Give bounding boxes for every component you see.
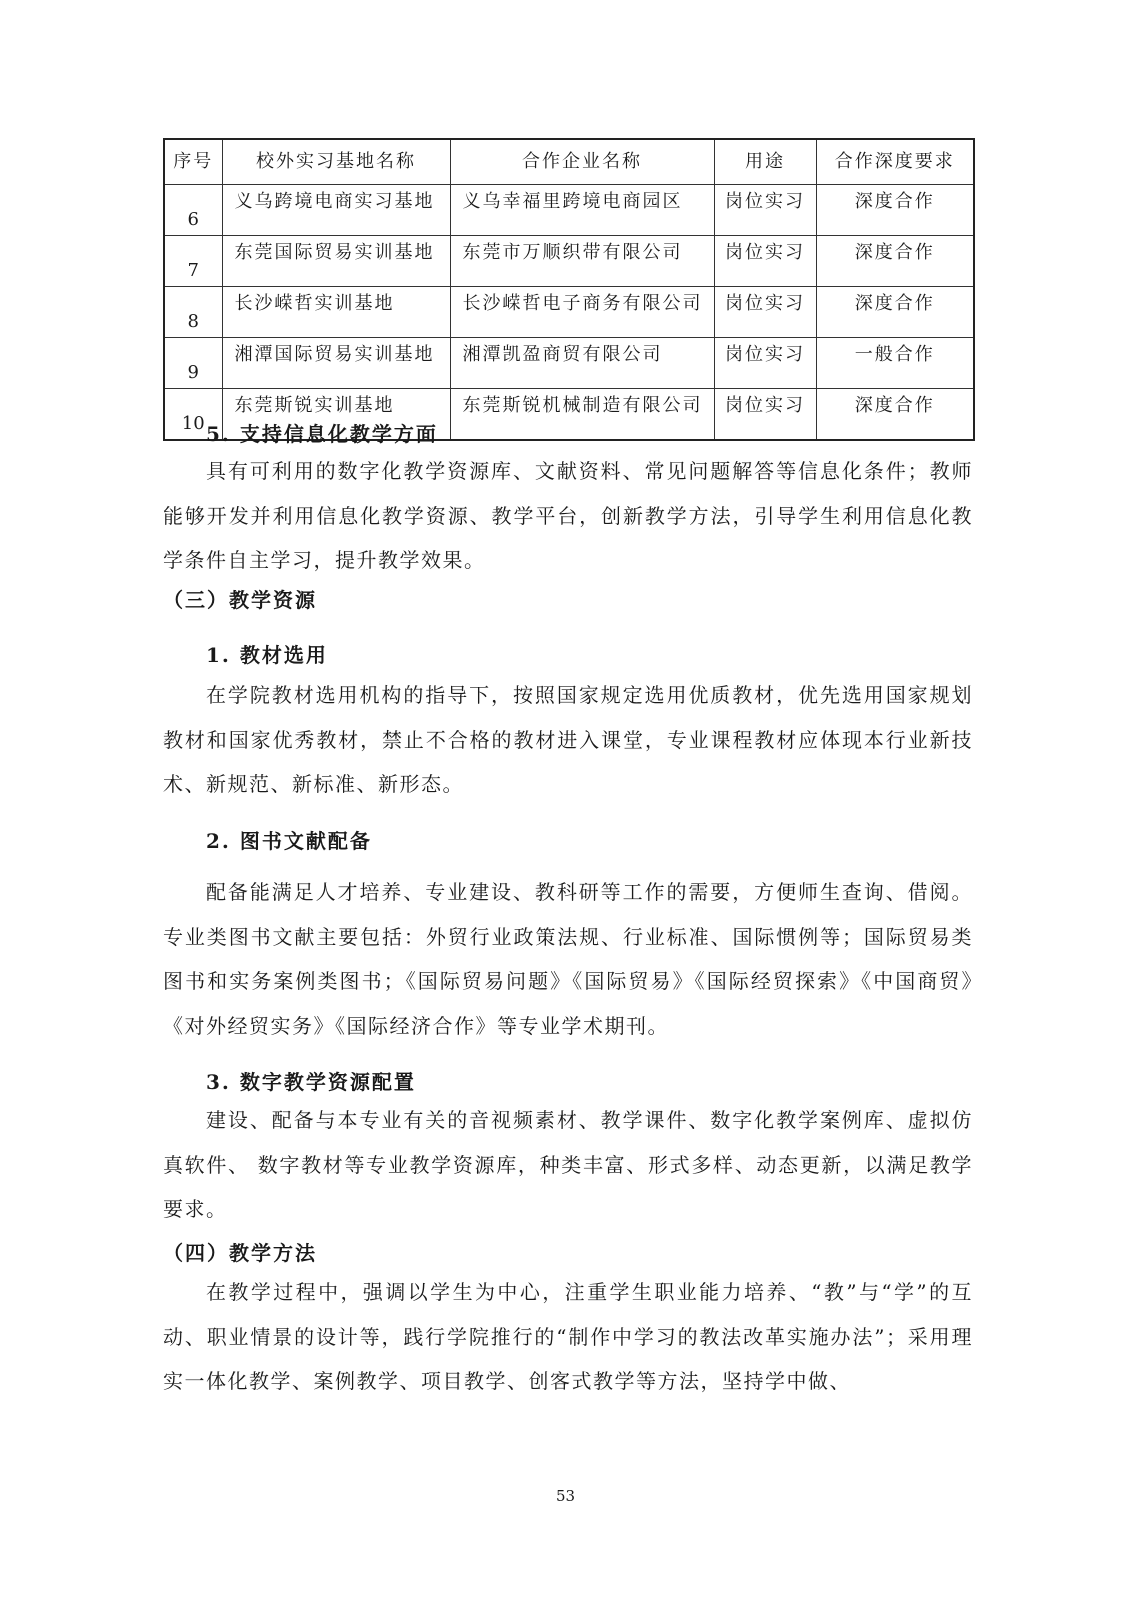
row-corp: 东莞市万顺织带有限公司 <box>450 236 714 287</box>
row-use: 岗位实习 <box>714 185 816 236</box>
header-site: 校外实习基地名称 <box>222 139 450 185</box>
row-num: 10 <box>164 389 222 441</box>
row-num: 9 <box>164 338 222 389</box>
row-site: 东莞斯锐实训基地 <box>222 389 450 441</box>
row-use: 岗位实习 <box>714 236 816 287</box>
page-number: 53 <box>555 1487 576 1505</box>
row-use: 岗位实习 <box>714 389 816 441</box>
row-depth: 深度合作 <box>816 185 974 236</box>
table-row <box>164 185 974 236</box>
section-heading-informatization: 5. 支持信息化教学方面 <box>206 422 438 446</box>
row-corp: 湘潭凯盈商贸有限公司 <box>450 338 714 389</box>
row-site: 东莞国际贸易实训基地 <box>222 236 450 287</box>
row-site: 义乌跨境电商实习基地 <box>222 185 450 236</box>
table-row <box>164 287 974 338</box>
section-text-textbooks: 在学院教材选用机构的指导下，按照国家规定选用优质教材，优先选用国家规划教材和国家优秀教材，禁止不合格的教材进入课堂，专业课程教材应体现本行业新技术、新规范、新标准、新形态。 <box>163 683 973 796</box>
table-header-row <box>164 139 974 185</box>
section-heading-library: 2. 图书文献配备 <box>206 829 372 853</box>
header-use: 用途 <box>714 139 816 185</box>
part-heading-methods: （四）教学方法 <box>163 1241 317 1265</box>
section-text-methods: 在教学过程中，强调以学生为中心，注重学生职业能力培养、“教”与“学”的互动、职业情景的设计等，践行学院推行的“制作中学习的教法改革实施办法”；采用理实一体化教学、案例教学、项目教学、创客式教学等方法，坚持学中做、 <box>163 1280 973 1393</box>
row-site: 湘潭国际贸易实训基地 <box>222 338 450 389</box>
row-depth: 深度合作 <box>816 287 974 338</box>
table-row <box>164 338 974 389</box>
section-heading-digital: 3. 数字教学资源配置 <box>206 1070 416 1094</box>
section-text-library: 配备能满足人才培养、专业建设、教科研等工作的需要，方便师生查询、借阅。专业类图书文献主要包括：外贸行业政策法规、行业标准、国际惯例等；国际贸易类图书和实务案例类图书；《国际贸易问题》《国际贸易》《国际经贸探索》《中国商贸》 《对外经贸实务》《国际经济合作》等专业学术期刊。 <box>163 880 995 1038</box>
section-text-informatization: 具有可利用的数字化教学资源库、文献资料、常见问题解答等信息化条件；教师能够开发并利用信息化教学资源、教学平台，创新教学方法，引导学生利用信息化教学条件自主学习，提升教学效果。 <box>163 459 973 572</box>
row-depth: 深度合作 <box>816 236 974 287</box>
row-corp: 长沙嵘哲电子商务有限公司 <box>450 287 714 338</box>
row-corp: 东莞斯锐机械制造有限公司 <box>450 389 714 441</box>
row-use: 岗位实习 <box>714 287 816 338</box>
header-corp: 合作企业名称 <box>450 139 714 185</box>
header-depth: 合作深度要求 <box>816 139 974 185</box>
row-num: 8 <box>164 287 222 338</box>
internship-base-table <box>163 138 975 441</box>
section-heading-textbooks: 1. 教材选用 <box>206 643 328 667</box>
row-use: 岗位实习 <box>714 338 816 389</box>
table-row <box>164 236 974 287</box>
section-text-digital: 建设、配备与本专业有关的音视频素材、教学课件、数字化教学案例库、虚拟仿真软件、 数字教材等专业教学资源库，种类丰富、形式多样、动态更新，以满足教学要求。 <box>163 1108 973 1221</box>
part-heading-resources: （三）教学资源 <box>163 588 317 612</box>
row-num: 7 <box>164 236 222 287</box>
row-corp: 义乌幸福里跨境电商园区 <box>450 185 714 236</box>
row-num: 6 <box>164 185 222 236</box>
row-depth: 一般合作 <box>816 338 974 389</box>
row-site: 长沙嵘哲实训基地 <box>222 287 450 338</box>
row-depth: 深度合作 <box>816 389 974 441</box>
header-num: 序号 <box>164 139 222 185</box>
